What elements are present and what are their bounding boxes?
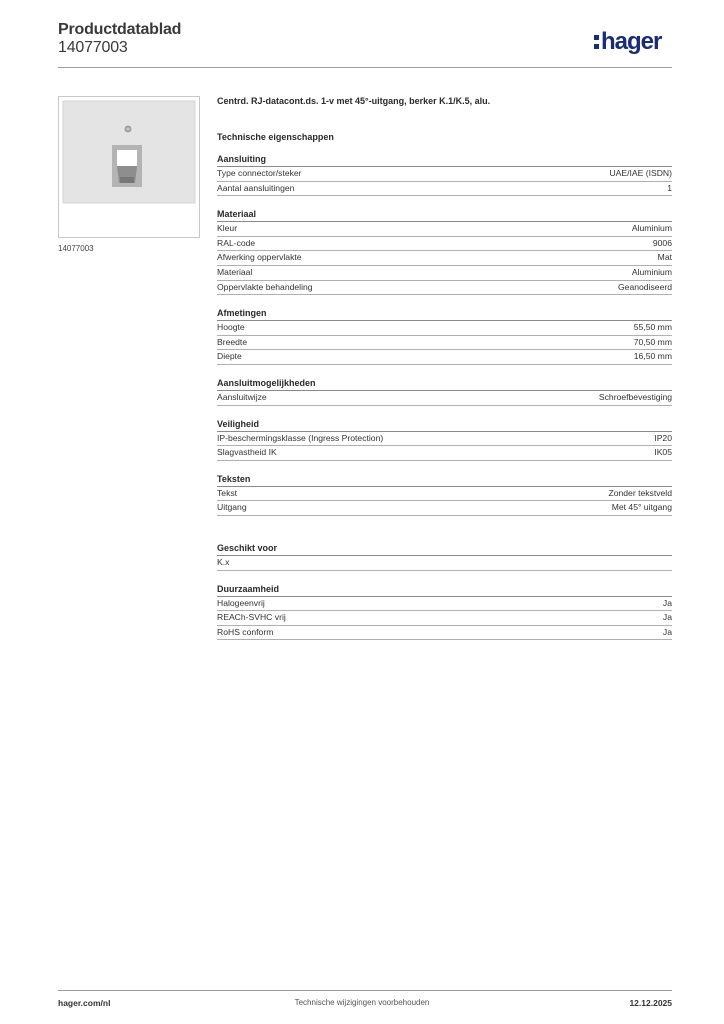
spec-value: UAE/IAE (ISDN): [609, 168, 672, 178]
spec-label: K.x: [217, 556, 230, 567]
spec-row: [217, 432, 672, 447]
spec-row: [217, 281, 672, 296]
spec-value: 1: [667, 182, 672, 193]
spec-row: [217, 237, 672, 252]
spec-label: RAL-code: [217, 237, 256, 248]
product-image: [58, 96, 200, 238]
spec-row: [217, 626, 672, 641]
spec-section-teksten: [217, 473, 672, 516]
spec-value: Ja: [662, 597, 672, 608]
spec-row: [217, 556, 672, 571]
section-title: Materiaal: [217, 208, 672, 222]
spec-row: [217, 350, 672, 365]
spec-value: Zonder tekstveld: [608, 487, 672, 498]
spec-value: Aluminium: [631, 266, 672, 277]
spec-value: Schroefbevestiging: [598, 391, 672, 402]
image-caption: 14077003: [58, 244, 94, 253]
spec-row: [217, 446, 672, 461]
spec-value: IK05: [654, 447, 672, 458]
spec-label: Aansluitwijze: [217, 391, 267, 402]
logo-text: hager: [601, 28, 662, 55]
data-socket-plate-illustration: [59, 97, 199, 237]
logo-dots-icon: [594, 35, 599, 49]
spec-value: Mat: [657, 252, 672, 263]
technical-properties-heading: Technische eigenschappen: [217, 132, 334, 142]
product-number: 14077003: [58, 39, 128, 56]
spec-value: Ja: [662, 626, 672, 637]
spec-label: Breedte: [217, 336, 248, 347]
spec-value: 70,50 mm: [633, 336, 672, 347]
section-title: Afmetingen: [217, 307, 672, 321]
spec-value: 9006: [652, 237, 672, 248]
spec-label: Uitgang: [217, 502, 247, 513]
spec-section-afmetingen: [217, 307, 672, 365]
hager-logo: [594, 28, 661, 56]
spec-row: [217, 501, 672, 516]
spec-value: Ja: [662, 612, 672, 623]
spec-section-geschikt-voor: [217, 542, 672, 571]
spec-row: [217, 321, 672, 336]
spec-section-veiligheid: [217, 418, 672, 461]
spec-row: [217, 222, 672, 237]
spec-label: Afwerking oppervlakte: [217, 252, 302, 263]
spec-section-aansluiting: [217, 153, 672, 196]
footer-website: hager.com/nl: [58, 998, 111, 1008]
spec-value: 55,50 mm: [633, 322, 672, 333]
spec-value: Aluminium: [631, 223, 672, 234]
spec-label: Kleur: [217, 223, 238, 234]
spec-row: [217, 182, 672, 197]
spec-label: Type connector/steker: [217, 168, 302, 178]
header-divider: [58, 67, 672, 68]
spec-label: REACh-SVHC vrij: [217, 612, 286, 623]
spec-label: Diepte: [217, 351, 242, 362]
spec-label: Tekst: [217, 487, 238, 498]
section-title: Veiligheid: [217, 418, 672, 432]
spec-label: IP-beschermingsklasse (Ingress Protection): [217, 432, 384, 443]
spec-label: Oppervlakte behandeling: [217, 281, 313, 292]
spec-row: [217, 167, 672, 182]
page-title: Productdatablad: [58, 21, 182, 38]
spec-value: IP20: [654, 432, 672, 443]
footer-notice: Technische wijzigingen voorbehouden: [294, 998, 430, 1007]
spec-row: [217, 251, 672, 266]
spec-section-duurzaamheid: [217, 583, 672, 641]
spec-row: [217, 266, 672, 281]
footer-date: 12.12.2025: [629, 998, 672, 1008]
spec-section-materiaal: [217, 208, 672, 295]
spec-label: Hoogte: [217, 322, 245, 333]
spec-label: Halogeenvrij: [217, 597, 265, 608]
spec-row: [217, 336, 672, 351]
spec-value: 16,50 mm: [633, 351, 672, 362]
footer-divider: [58, 990, 672, 991]
spec-row: [217, 487, 672, 502]
section-title: Duurzaamheid: [217, 583, 672, 597]
section-title: Teksten: [217, 473, 672, 487]
product-specifications: [217, 95, 672, 640]
spec-label: Slagvastheid IK: [217, 447, 277, 458]
spec-label: Materiaal: [217, 266, 253, 277]
spec-section-aansluitmogelijkheden: [217, 377, 672, 406]
spec-value: Met 45° uitgang: [611, 502, 672, 513]
spec-row: [217, 611, 672, 626]
section-title: Aansluitmogelijkheden: [217, 377, 672, 391]
product-description: Centrd. RJ-datacont.ds. 1-v met 45°-uitgang, berker K.1/K.5, alu.: [217, 96, 491, 106]
spec-row: [217, 391, 672, 406]
spec-value: Geanodiseerd: [618, 281, 672, 292]
spec-row: [217, 597, 672, 612]
section-title: Aansluiting: [217, 153, 672, 167]
spec-label: Aantal aansluitingen: [217, 182, 295, 193]
spec-label: RoHS conform: [217, 626, 274, 637]
section-title: Geschikt voor: [217, 542, 672, 556]
